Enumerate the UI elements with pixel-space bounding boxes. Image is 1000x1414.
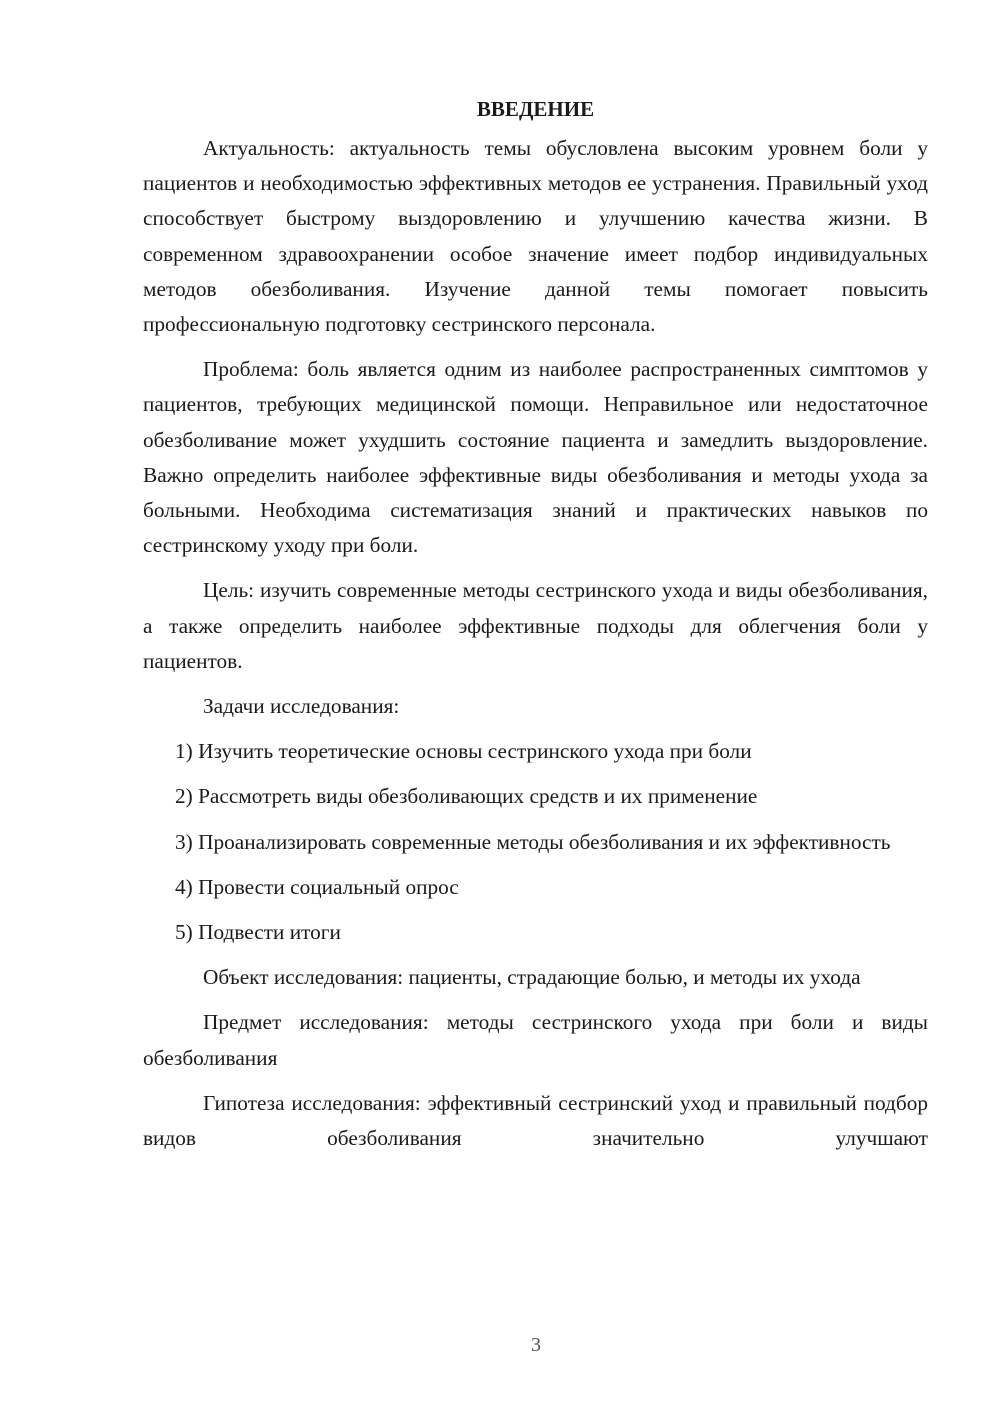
page-title: ВВЕДЕНИЕ (476, 97, 595, 121)
page-number: 3 (531, 1334, 541, 1356)
object-paragraph: Объект исследования: пациенты, страдающие болью, и методы их ухода (203, 965, 861, 990)
problem-paragraph: Проблема: боль является одним из наиболее распространенных симптомов у пациентов, требующих медицинской помощи. Неправильное или недостаточное обезболивание может ухудшить состояние пациента и замедлить выздоровление. Важно определить наиболее эффективные виды обезболивания и методы ухода за больными. Необходима систематизация знаний и практических навыков по сестринскому уходу при боли. (143, 357, 928, 558)
task-item: 2) Рассмотреть виды обезболивающих средств и их применение (175, 784, 758, 809)
task-item: 4) Провести социальный опрос (175, 874, 459, 899)
task-item: 5) Подвести итоги (175, 920, 341, 945)
relevance-paragraph: Актуальность: актуальность темы обусловлена высоким уровнем боли у пациентов и необходимостью эффективных методов ее устранения. Правильный уход способствует быстрому выздоровлению и улучшению качества жизни. В современном здравоохранении особое значение имеет подбор индивидуальных методов обезболивания. Изучение данной темы помогает повысить профессиональную подготовку сестринского персонала. (143, 136, 928, 337)
hypothesis-paragraph: Гипотеза исследования: эффективный сестринский уход и правильный подбор видов обезболивания значительно улучшают (143, 1090, 928, 1151)
task-item: 1) Изучить теоретические основы сестринского ухода при боли (175, 739, 752, 764)
tasks-heading: Задачи исследования: (203, 694, 400, 719)
goal-paragraph: Цель: изучить современные методы сестринского ухода и виды обезболивания, а также определить наиболее эффективные подходы для облегчения боли у пациентов. (143, 578, 928, 673)
task-item: 3) Проанализировать современные методы обезболивания и их эффективность (175, 829, 891, 854)
document-page (143, 92, 928, 1166)
subject-paragraph: Предмет исследования: методы сестринского ухода при боли и виды обезболивания (143, 1010, 928, 1070)
